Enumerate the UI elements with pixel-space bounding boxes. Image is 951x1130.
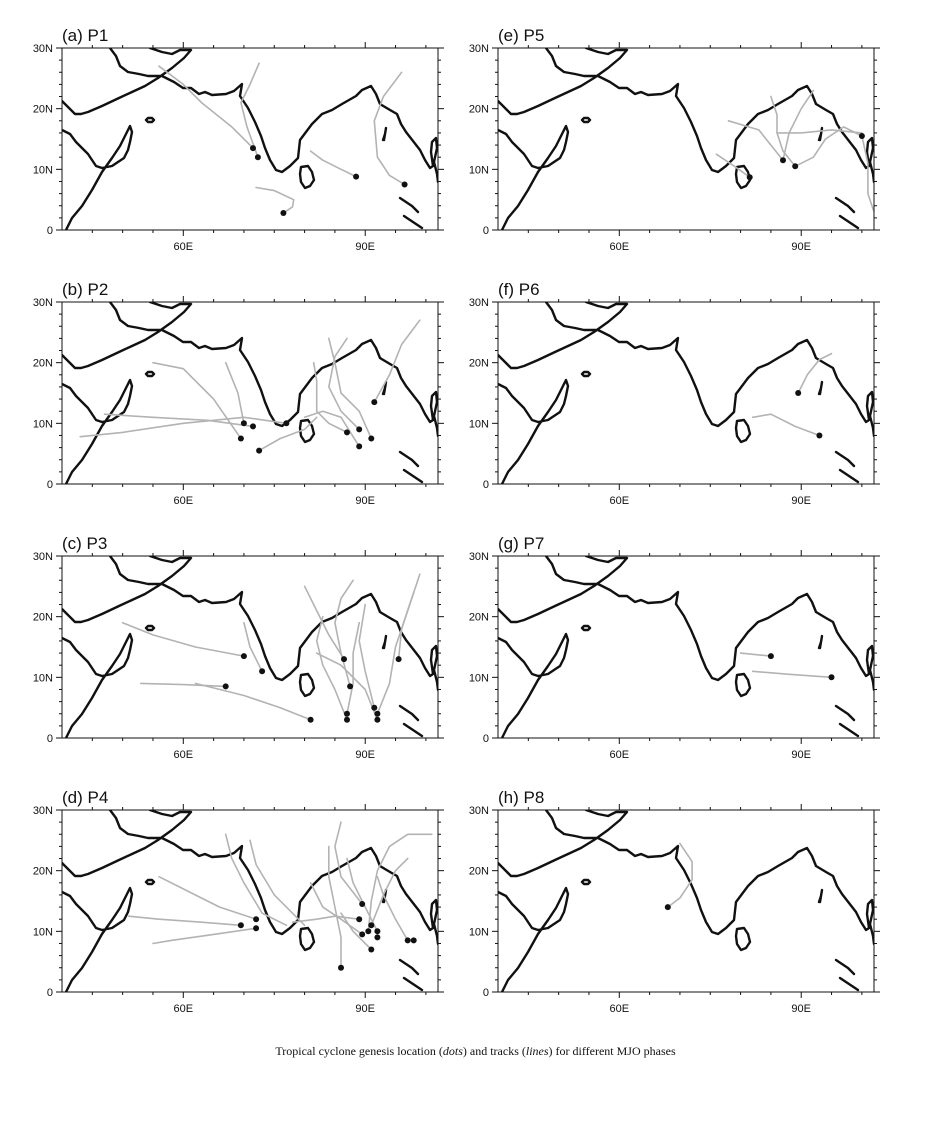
map-area-p4 [62, 810, 438, 992]
genesis-dot-p4-12 [405, 937, 411, 943]
genesis-dot-p4-4 [359, 901, 365, 907]
map-area-p1 [62, 48, 438, 230]
x-tick-label: 60E [609, 241, 630, 253]
genesis-dot-p7-0 [768, 653, 774, 659]
map-area-p3 [62, 556, 438, 738]
genesis-dot-p4-5 [356, 916, 362, 922]
genesis-dot-p3-11 [396, 656, 402, 662]
panels-layer [33, 26, 880, 1015]
cyclone-track-p3-2 [123, 623, 244, 656]
genesis-dot-p4-9 [368, 947, 374, 953]
caption-before: Tropical cyclone genesis location ( [275, 1044, 443, 1058]
genesis-dot-p4-7 [365, 928, 371, 934]
cyclone-track-p2-4 [226, 363, 244, 424]
genesis-dot-p4-8 [368, 922, 374, 928]
y-tick-label: 30N [32, 297, 53, 309]
genesis-dot-p2-7 [356, 443, 362, 449]
y-tick-label: 20N [32, 865, 53, 878]
map-frame-p5 [498, 48, 874, 230]
cyclone-track-p4-4 [250, 840, 305, 925]
y-tick-label: 20N [468, 357, 489, 370]
genesis-dot-p4-10 [374, 928, 380, 934]
x-tick-label: 90E [791, 495, 812, 507]
genesis-dot-p1-2 [280, 210, 286, 216]
map-area-p2 [62, 302, 438, 484]
genesis-dot-p4-0 [238, 922, 244, 928]
coastline-p6 [498, 302, 874, 484]
y-tick-label: 10N [468, 164, 489, 177]
figure-caption [0, 1044, 951, 1059]
x-tick-label: 60E [609, 1003, 630, 1015]
y-tick-label: 0 [482, 479, 489, 491]
genesis-dot-p3-6 [344, 711, 350, 717]
y-tick-label: 0 [46, 733, 53, 745]
genesis-dot-p2-0 [238, 436, 244, 442]
cyclone-track-p6-0 [798, 354, 831, 393]
map-panel-p1 [33, 26, 444, 253]
genesis-dot-p2-6 [356, 426, 362, 432]
cyclone-track-p3-4 [305, 586, 344, 659]
y-tick-label: 20N [468, 865, 489, 878]
genesis-dot-p2-3 [256, 448, 262, 454]
panel-title-p3: (c) P3 [62, 534, 108, 553]
coastline-p8 [498, 810, 874, 992]
genesis-dot-p3-4 [341, 656, 347, 662]
y-tick-label: 10N [32, 164, 53, 177]
x-tick-label: 90E [355, 495, 376, 507]
cyclone-track-p3-11 [399, 592, 414, 659]
genesis-dot-p2-1 [241, 420, 247, 426]
x-tick-label: 90E [355, 1003, 376, 1015]
map-panel-p6 [469, 280, 880, 507]
x-tick-label: 60E [173, 749, 194, 761]
y-tick-label: 30N [32, 43, 53, 55]
x-tick-label: 90E [355, 241, 376, 253]
y-tick-label: 0 [46, 987, 53, 999]
genesis-dot-p2-4 [283, 420, 289, 426]
map-frame-p1 [62, 48, 438, 230]
map-panel-p7 [469, 534, 880, 761]
cyclone-track-p5-3 [771, 97, 795, 167]
cyclone-track-p2-3 [153, 363, 241, 439]
y-tick-label: 10N [32, 418, 53, 431]
cyclone-track-p2-5 [314, 363, 347, 433]
map-frame-p7 [498, 556, 874, 738]
cyclone-track-p3-5 [335, 580, 353, 686]
y-tick-label: 30N [32, 551, 53, 563]
genesis-dot-p2-9 [371, 399, 377, 405]
cyclone-track-p4-1 [153, 928, 256, 943]
genesis-dot-p3-5 [347, 683, 353, 689]
genesis-dot-p2-5 [344, 429, 350, 435]
y-tick-label: 30N [468, 551, 489, 563]
genesis-dot-p4-1 [253, 925, 259, 931]
cyclone-track-p4-7 [293, 916, 360, 922]
panel-title-p2: (b) P2 [62, 280, 109, 299]
panel-title-p7: (g) P7 [498, 534, 545, 553]
genesis-dot-p6-0 [795, 390, 801, 396]
y-tick-label: 30N [468, 43, 489, 55]
y-tick-label: 10N [468, 672, 489, 685]
genesis-dot-p2-8 [368, 436, 374, 442]
y-tick-label: 10N [32, 926, 53, 939]
genesis-dot-p3-0 [223, 683, 229, 689]
caption-middle: ) and tracks ( [462, 1044, 526, 1058]
genesis-dot-p8-0 [665, 904, 671, 910]
genesis-dot-p2-2 [250, 423, 256, 429]
y-tick-label: 20N [468, 611, 489, 624]
cyclone-track-p1-4 [374, 72, 404, 184]
x-tick-label: 60E [609, 495, 630, 507]
genesis-dot-p1-4 [402, 182, 408, 188]
genesis-dot-p3-10 [374, 717, 380, 723]
genesis-dot-p4-11 [374, 934, 380, 940]
map-panel-p4 [33, 788, 444, 1015]
genesis-dot-p3-9 [374, 711, 380, 717]
y-tick-label: 30N [32, 805, 53, 817]
map-frame-p6 [498, 302, 874, 484]
cyclone-track-p7-0 [741, 653, 771, 656]
panel-title-p1: (a) P1 [62, 26, 109, 45]
y-tick-label: 10N [468, 418, 489, 431]
genesis-dot-p4-6 [359, 931, 365, 937]
x-tick-label: 90E [355, 749, 376, 761]
caption-after: ) for different MJO phases [548, 1044, 676, 1058]
cyclone-track-p6-1 [753, 414, 820, 435]
y-tick-label: 0 [46, 225, 53, 237]
coastline-p2 [62, 302, 438, 484]
map-frame-p8 [498, 810, 874, 992]
y-tick-label: 0 [482, 987, 489, 999]
map-panel-p5 [469, 26, 880, 253]
cyclone-track-p4-8 [311, 883, 363, 935]
x-tick-label: 60E [173, 1003, 194, 1015]
genesis-dot-p1-3 [353, 174, 359, 180]
y-tick-label: 10N [32, 672, 53, 685]
genesis-dot-p6-1 [816, 433, 822, 439]
caption-lines: lines [525, 1044, 549, 1058]
x-tick-label: 90E [791, 749, 812, 761]
x-tick-label: 60E [609, 749, 630, 761]
genesis-dot-p1-0 [250, 145, 256, 151]
map-area-p8 [498, 810, 874, 992]
genesis-dot-p5-0 [747, 174, 753, 180]
panel-title-p8: (h) P8 [498, 788, 545, 807]
y-tick-label: 20N [468, 103, 489, 116]
caption-dots: dots [442, 1044, 463, 1058]
y-tick-label: 20N [32, 357, 53, 370]
cyclone-track-p3-6 [347, 623, 359, 714]
cyclone-track-p3-0 [141, 683, 226, 686]
cyclone-track-p7-1 [753, 671, 832, 677]
genesis-dot-p1-1 [255, 154, 261, 160]
genesis-dot-p4-3 [338, 965, 344, 971]
genesis-dot-p3-8 [371, 705, 377, 711]
cyclone-track-p5-2 [783, 91, 813, 161]
coastline-p7 [498, 556, 874, 738]
cyclone-track-p1-3 [311, 151, 357, 177]
genesis-dot-p4-2 [253, 916, 259, 922]
panel-title-p4: (d) P4 [62, 788, 109, 807]
cyclone-track-p3-7 [317, 617, 347, 720]
y-tick-label: 20N [32, 611, 53, 624]
panel-title-p5: (e) P5 [498, 26, 545, 45]
genesis-dot-p3-3 [308, 717, 314, 723]
coastline-p1 [62, 48, 438, 230]
x-tick-label: 90E [791, 241, 812, 253]
genesis-dot-p4-13 [411, 937, 417, 943]
cyclone-track-p2-8 [374, 320, 420, 402]
genesis-dot-p5-1 [780, 157, 786, 163]
map-area-p6 [498, 302, 874, 484]
y-tick-label: 0 [482, 225, 489, 237]
y-tick-label: 0 [482, 733, 489, 745]
map-area-p7 [498, 556, 874, 738]
cyclone-track-p4-0 [129, 916, 241, 925]
cyclone-track-p1-2 [256, 188, 294, 214]
panel-title-p6: (f) P6 [498, 280, 540, 299]
genesis-dot-p5-2 [792, 163, 798, 169]
coastline-p5 [498, 48, 874, 230]
map-panel-p2 [33, 280, 444, 507]
genesis-dot-p3-1 [241, 653, 247, 659]
map-frame-p2 [62, 302, 438, 484]
y-tick-label: 0 [46, 479, 53, 491]
y-tick-label: 10N [468, 926, 489, 939]
cyclone-track-p4-10 [371, 859, 407, 926]
x-tick-label: 60E [173, 495, 194, 507]
y-tick-label: 30N [468, 805, 489, 817]
genesis-dot-p3-2 [259, 668, 265, 674]
cyclone-track-p4-2 [159, 877, 256, 920]
y-tick-label: 20N [32, 103, 53, 116]
x-tick-label: 90E [791, 1003, 812, 1015]
x-tick-label: 60E [173, 241, 194, 253]
cyclone-track-p4-13 [377, 877, 407, 941]
map-panel-p3 [33, 534, 444, 761]
genesis-dot-p5-3 [859, 133, 865, 139]
map-area-p5 [498, 48, 874, 230]
genesis-dot-p3-7 [344, 717, 350, 723]
map-panel-p8 [469, 788, 880, 1015]
y-tick-label: 30N [468, 297, 489, 309]
genesis-dot-p7-1 [829, 674, 835, 680]
cyclone-track-p3-3 [244, 623, 262, 672]
cyclone-track-p1-0 [159, 66, 253, 148]
cyclone-track-p3-1 [195, 683, 310, 719]
